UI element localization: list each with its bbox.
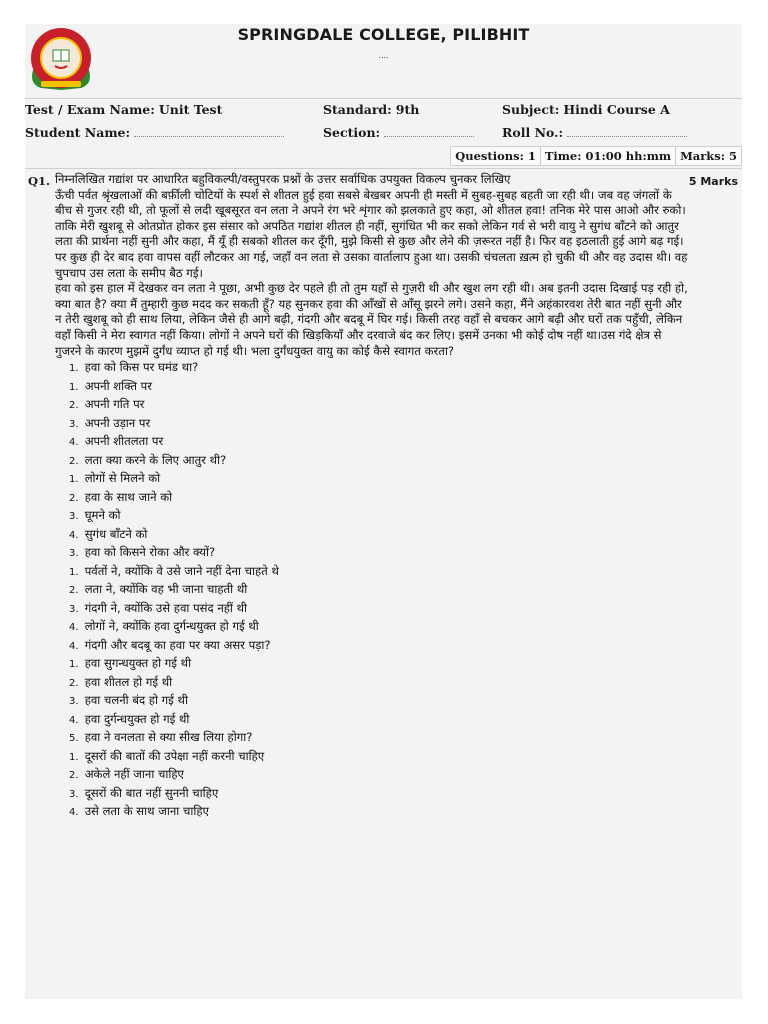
list-item [69, 766, 689, 785]
section-label: Section: [323, 125, 381, 140]
passage-paragraph: हवा को इस हाल में देखकर वन लता ने पूछा, अभी कुछ देर पहले ही तो तुम यहाँ से गुज़री थी और खुश लग रही थी। अब इतनी उदास दिखाई पड़ रही हो, क्या बात है? क्या मैं तुम्हारी कुछ मदद कर सकती हूँ? यह सुनकर हवा की आँखों से आँसू झरने लगे। उसने कहा, मैंने अहंकारवश तेरी बात नहीं सुनी और न तेरी खुशबू को ही साथ लिया, लेकिन जैसे ही आगे बढ़ी, गंदगी और बदबू में घिर गई। किसी तरह वहाँ से बचकर आगे बढ़ी और घरों तक पहुँची, लेकिन वहाँ किसी ने मेरा स्वागत नहीं किया। लोगों ने अपने घरों की खिड़कियाँ और दरवाजे बंद कर लिए। इसमें उनका भी कोई दोष नहीं था।उस गंदे क्षेत्र से गुजरने के कारण मुझमें दुर्गंध व्याप्त हो गई थी। भला दुर्गंधयुक्त वायु का कोई कैसे स्वागत करता? [55, 281, 688, 358]
list-item [69, 600, 689, 619]
item-number: 1. [69, 381, 79, 393]
exam-meta [450, 146, 742, 166]
item-text: घूमने को [84, 508, 121, 523]
standard-label: Standard: [323, 102, 392, 117]
item-number: 1. [69, 566, 79, 578]
item-text: हवा ने वनलता से क्या सीख लिया होगा? [84, 730, 253, 745]
section-field[interactable] [323, 124, 474, 140]
item-number: 4. [69, 622, 79, 634]
item-text: दूसरों की बात नहीं सुननी चाहिए [84, 785, 219, 800]
list-item [69, 618, 689, 637]
exam-name-label: Test / Exam Name: [25, 102, 155, 117]
item-text: अपनी शीतलता पर [84, 434, 164, 449]
list-item [69, 396, 689, 415]
item-number: 3. [69, 511, 79, 523]
item-text: हवा शीतल हो गई थी [84, 674, 173, 689]
list-item [69, 415, 689, 434]
item-number: 1. [69, 474, 79, 486]
standard-value: 9th [395, 102, 420, 117]
list-item [69, 692, 689, 711]
item-text: दूसरों की बातों की उपेक्षा नहीं करनी चाहिए [84, 748, 265, 763]
list-item [69, 433, 689, 452]
question-instruction: निम्नलिखित गद्यांश पर आधारित बहुविकल्पी/वस्तुपरक प्रश्नों के उत्तर सर्वाधिक उपयुक्त विकल्प चुनकर लिखिए [55, 172, 511, 186]
student-name-field[interactable] [25, 124, 284, 140]
list-item [69, 803, 689, 822]
questions-count: Questions: 1 [455, 149, 536, 163]
list-item [69, 489, 689, 508]
sheet-header [25, 24, 742, 98]
list-item [69, 674, 689, 693]
item-text: अपनी उड़ान पर [84, 415, 151, 430]
exam-name-field [25, 102, 222, 117]
item-number: 4. [69, 437, 79, 449]
divider [25, 168, 742, 169]
total-marks: Marks: 5 [675, 147, 741, 165]
item-text: हवा सुगन्धयुक्त हो गई थी [84, 656, 192, 671]
list-item [69, 507, 689, 526]
item-text: लता ने, क्योंकि वह भी जाना चाहती थी [84, 582, 248, 597]
question-marks: 5 Marks [688, 175, 738, 188]
item-text: लोगों ने, क्योंकि हवा दुर्गन्धयुक्त हो गई थी [84, 619, 259, 634]
item-text: सुगंध बाँटने को [84, 526, 148, 541]
list-item [69, 544, 689, 563]
list-item [69, 637, 689, 656]
passage-paragraph: ऊँची पर्वत श्रृंखलाओं की बर्फ़ीली चोटियों के स्पर्श से शीतल हुई हवा सबसे बेखबर अपनी ही मस्ती में सुबह-सुबह बहती जा रही थी। जब वह जंगलों के बीच से गुजर रही थी, तो फूलों से लदी खूबसूरत वन लता ने अपने रंग भरे शृंगार को झलकाते हुए कहा, ओ शीतल हवा! तनिक मेरे पास आओ और रुको। ताकि मेरी खुशबू से ओतप्रोत होकर इस संसार को अपठित गद्यांश शीतल ही नहीं, सुगंधित भी कर सको लेकिन गर्व से भरी वायु ने सुगंध बाँटने को आतुर लता की प्रार्थना नहीं सुनी और कहा, मैं यूँ ही सबको शीतल कर दूँगी, मुझे किसी से कुछ और लेने की ज़रूरत नहीं है। फिर वह इठलाती हुई आगे बढ़ गई। [55, 187, 686, 249]
item-text: हवा को किस पर घमंड था? [84, 360, 199, 375]
item-number: 3. [69, 788, 79, 800]
exam-sheet [25, 24, 742, 999]
item-text: अकेले नहीं जाना चाहिए [84, 767, 184, 782]
student-name-label: Student Name: [25, 125, 131, 140]
item-number: 4. [69, 640, 79, 652]
item-number: 2. [69, 455, 79, 467]
item-text: हवा चलनी बंद हो गई थी [84, 693, 188, 708]
divider [25, 98, 742, 99]
list-item [69, 359, 689, 378]
item-text: लोगों से मिलने को [84, 471, 161, 486]
item-number: 2. [69, 677, 79, 689]
item-number: 1. [69, 659, 79, 671]
college-subtitle: .... [378, 51, 389, 60]
list-item [69, 711, 689, 730]
list-item [69, 581, 689, 600]
item-number: 1. [69, 363, 79, 375]
item-number: 4. [69, 807, 79, 819]
item-text: पर्वतों ने, क्योंकि वे उसे जाने नहीं देना चाहते थे [84, 563, 279, 578]
list-item [69, 378, 689, 397]
subject-value: Hindi Course A [563, 102, 670, 117]
time-limit: Time: 01:00 hh:mm [540, 147, 675, 165]
exam-name-value: Unit Test [158, 102, 223, 117]
item-number: 3. [69, 548, 79, 560]
list-item [69, 470, 689, 489]
item-number: 2. [69, 400, 79, 412]
item-text: हवा के साथ जाने को [84, 489, 173, 504]
standard-field [323, 102, 419, 117]
item-number: 2. [69, 770, 79, 782]
question-body [55, 172, 689, 822]
item-text: अपनी शक्ति पर [84, 378, 152, 393]
item-number: 5. [69, 733, 79, 745]
item-number: 1. [69, 751, 79, 763]
passage-paragraph: पर कुछ ही देर बाद हवा वापस वहीं लौटकर आ गई, जहाँ वन लता से उसका वार्तालाप हुआ था। उसकी चंचलता ख़त्म हो चुकी थी और वह उदास थी। वह चुपचाप उस लता के समीप बैठ गई। [55, 249, 688, 280]
section-blank[interactable] [384, 124, 474, 137]
list-item [69, 785, 689, 804]
list-item [69, 748, 689, 767]
list-item [69, 655, 689, 674]
list-item [69, 526, 689, 545]
item-number: 3. [69, 696, 79, 708]
item-text: हवा दुर्गन्धयुक्त हो गई थी [84, 711, 190, 726]
item-text: अपनी गति पर [84, 397, 145, 412]
item-text: गंदगी और बदबू का हवा पर क्या असर पड़ा? [84, 637, 271, 652]
sub-question-list [55, 359, 689, 822]
item-number: 4. [69, 714, 79, 726]
list-item [69, 563, 689, 582]
subject-label: Subject: [502, 102, 560, 117]
list-item [69, 729, 689, 748]
roll-no-blank[interactable] [567, 124, 687, 137]
question-number: Q1. [28, 174, 51, 188]
college-name: SPRINGDALE COLLEGE, PILIBHIT [237, 25, 530, 44]
item-text: हवा को किसने रोका और क्यों? [84, 545, 216, 560]
item-number: 4. [69, 529, 79, 541]
item-text: उसे लता के साथ जाना चाहिए [84, 804, 209, 819]
student-name-blank[interactable] [134, 124, 284, 137]
item-text: गंदगी ने, क्योंकि उसे हवा पसंद नहीं थी [84, 600, 248, 615]
roll-no-field[interactable] [502, 124, 687, 140]
subject-field [502, 102, 670, 117]
item-number: 2. [69, 585, 79, 597]
item-text: लता क्या करने के लिए आतुर थी? [84, 452, 227, 467]
item-number: 3. [69, 418, 79, 430]
roll-no-label: Roll No.: [502, 125, 564, 140]
list-item [69, 452, 689, 471]
item-number: 3. [69, 603, 79, 615]
item-number: 2. [69, 492, 79, 504]
